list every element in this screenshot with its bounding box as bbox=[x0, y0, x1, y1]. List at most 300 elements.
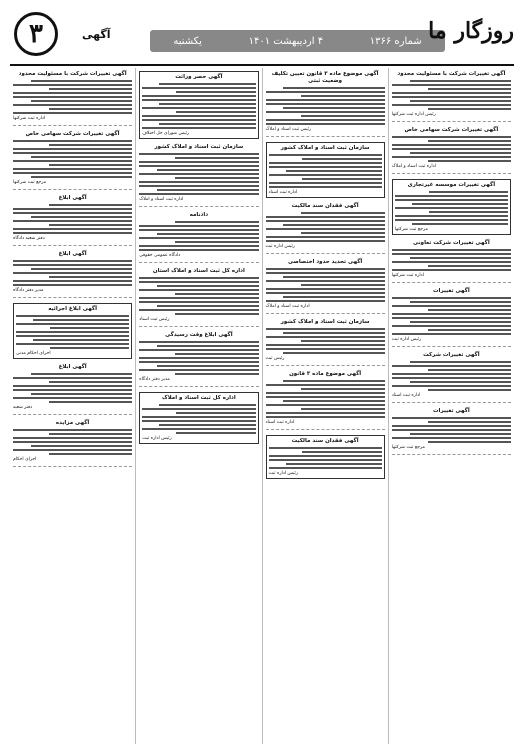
notice-text-line bbox=[139, 193, 258, 195]
notice-text-line bbox=[392, 417, 511, 419]
notice-text-line bbox=[157, 365, 258, 367]
notice-text-line bbox=[175, 293, 258, 295]
legal-notice bbox=[139, 212, 258, 263]
notice-text-line bbox=[266, 280, 385, 282]
notice-text-line bbox=[266, 348, 385, 350]
notice-text-line bbox=[13, 96, 132, 98]
notice-text-line bbox=[50, 347, 129, 349]
notice-text-line bbox=[392, 156, 511, 158]
notice-signature: دفتر شعبه bbox=[13, 405, 33, 410]
notice-text-line bbox=[176, 432, 255, 434]
legal-notice bbox=[139, 392, 258, 444]
notice-title: آگهی تغییرات bbox=[433, 288, 470, 294]
notice-text-line bbox=[283, 87, 384, 89]
notice-text-line bbox=[301, 388, 384, 390]
notice-text-line bbox=[412, 223, 508, 225]
notice-text-line bbox=[13, 389, 132, 391]
notice-text-line bbox=[395, 207, 508, 209]
notice-title: اداره کل ثبت اسناد و املاک استان bbox=[152, 268, 245, 274]
legal-notice bbox=[266, 71, 385, 137]
notice-text-line bbox=[13, 260, 132, 262]
notice-signature: مرجع ثبت شرکتها bbox=[13, 180, 47, 185]
notice-text-line bbox=[428, 329, 511, 331]
notice-text-line bbox=[302, 158, 381, 160]
notice-signature: اداره ثبت شرکتها bbox=[13, 116, 46, 121]
notice-text-line bbox=[16, 315, 129, 317]
notice-text-line bbox=[266, 288, 385, 290]
notice-text-line bbox=[392, 377, 511, 379]
notice-text-line bbox=[139, 349, 258, 351]
notice-text-line bbox=[392, 333, 511, 335]
notice-text-line bbox=[50, 327, 129, 329]
notice-signature: اجرای احکام مدنی bbox=[16, 351, 51, 356]
notice-text-line bbox=[392, 437, 511, 439]
legal-notice bbox=[266, 203, 385, 254]
notice-text-line bbox=[13, 208, 132, 210]
notice-text-line bbox=[269, 162, 382, 164]
notice-text-line bbox=[266, 412, 385, 414]
notice-text-line bbox=[429, 211, 508, 213]
notice-text-line bbox=[157, 305, 258, 307]
notice-signature: رئیس اداره ثبت شرکتها bbox=[391, 112, 436, 117]
notice-title: آگهی ابلاغ bbox=[58, 195, 87, 201]
notice-text-line bbox=[266, 220, 385, 222]
notice-text-line bbox=[175, 241, 258, 243]
legal-notice bbox=[266, 142, 385, 198]
notice-text-line bbox=[159, 404, 255, 406]
notice-text-line bbox=[392, 253, 511, 255]
notice-text-line bbox=[428, 309, 511, 311]
notice-text-line bbox=[175, 157, 258, 159]
notice-text-line bbox=[13, 140, 132, 142]
notice-text-line bbox=[139, 181, 258, 183]
notice-text-line bbox=[410, 381, 511, 383]
notice-text-line bbox=[139, 161, 258, 163]
legal-notice bbox=[13, 364, 132, 415]
notice-text-line bbox=[269, 447, 382, 449]
legal-notice bbox=[13, 420, 132, 467]
legal-notice bbox=[266, 259, 385, 314]
notice-signature: رئیس اداره ثبت bbox=[142, 436, 172, 441]
notice-title: آگهی حصر وراثت bbox=[175, 74, 223, 80]
notice-text-line bbox=[266, 103, 385, 105]
notice-text-line bbox=[283, 352, 384, 354]
legal-notice bbox=[13, 303, 132, 359]
notice-text-line bbox=[49, 433, 132, 435]
notice-text-line bbox=[392, 269, 511, 271]
notice-text-line bbox=[157, 189, 258, 191]
notice-text-line bbox=[286, 463, 382, 465]
notice-text-line bbox=[176, 111, 255, 113]
notice-text-line bbox=[429, 191, 508, 193]
notice-text-line bbox=[31, 100, 132, 102]
notice-text-line bbox=[49, 276, 132, 278]
notice-text-line bbox=[13, 385, 132, 387]
notice-text-line bbox=[392, 317, 511, 319]
notice-text-line bbox=[176, 412, 255, 414]
notice-text-line bbox=[139, 165, 258, 167]
notice-text-line bbox=[266, 416, 385, 418]
notice-text-line bbox=[266, 392, 385, 394]
notice-title: آگهی مزایده bbox=[55, 420, 90, 426]
issue-number: شماره ۱۳۶۶ bbox=[369, 35, 422, 47]
notice-text-line bbox=[428, 265, 511, 267]
notice-title: آگهی ابلاغ اجرائیه bbox=[48, 306, 98, 312]
notice-text-line bbox=[392, 92, 511, 94]
ad-column bbox=[10, 68, 135, 744]
notice-text-line bbox=[49, 401, 132, 403]
notice-text-line bbox=[139, 297, 258, 299]
notice-text-line bbox=[33, 339, 129, 341]
notice-text-line bbox=[395, 199, 508, 201]
legal-notice bbox=[266, 319, 385, 366]
notice-text-line bbox=[269, 459, 382, 461]
notice-text-line bbox=[13, 272, 132, 274]
notice-signature: اداره ثبت اسناد و املاک bbox=[391, 164, 436, 169]
notice-title: آگهی تغییرات bbox=[433, 408, 470, 414]
notice-text-line bbox=[266, 123, 385, 125]
legal-notice bbox=[139, 332, 258, 387]
notice-text-line bbox=[142, 87, 255, 89]
notice-text-line bbox=[301, 284, 384, 286]
notice-text-line bbox=[13, 92, 132, 94]
notice-text-line bbox=[139, 237, 258, 239]
notice-signature: دفتر شعبه دادگاه bbox=[13, 236, 45, 241]
ad-column bbox=[135, 68, 261, 744]
notice-text-line bbox=[13, 84, 132, 86]
notice-title: آگهی ابلاغ bbox=[58, 364, 87, 370]
notice-text-line bbox=[175, 353, 258, 355]
notice-text-line bbox=[266, 384, 385, 386]
notice-text-line bbox=[139, 341, 258, 343]
notice-text-line bbox=[392, 313, 511, 315]
notice-title: آگهی تغییرات شرکت bbox=[423, 352, 480, 358]
legal-notice bbox=[13, 131, 132, 190]
notice-text-line bbox=[392, 96, 511, 98]
notice-text-line bbox=[266, 119, 385, 121]
notice-text-line bbox=[301, 340, 384, 342]
notice-text-line bbox=[13, 228, 132, 230]
notice-text-line bbox=[139, 369, 258, 371]
notice-text-line bbox=[410, 361, 511, 363]
notice-text-line bbox=[16, 335, 129, 337]
notice-text-line bbox=[392, 136, 511, 138]
notice-signature: مرجع ثبت شرکتها bbox=[391, 445, 425, 450]
notice-text-line bbox=[428, 389, 511, 391]
notice-text-line bbox=[175, 313, 258, 315]
notice-text-line bbox=[13, 152, 132, 154]
notice-text-line bbox=[139, 281, 258, 283]
day-text: یکشنبه bbox=[173, 35, 202, 47]
notice-title: آگهی تغییرات شرکت سهامی خاص bbox=[404, 127, 499, 133]
notice-text-line bbox=[33, 319, 129, 321]
notice-signature: اجرای احکام bbox=[13, 457, 37, 462]
header-rule bbox=[10, 64, 514, 66]
notice-text-line bbox=[13, 112, 132, 114]
notice-text-line bbox=[392, 297, 511, 299]
notice-text-line bbox=[428, 160, 511, 162]
notice-text-line bbox=[283, 332, 384, 334]
notice-signature: رئیس اداره ثبت bbox=[391, 337, 422, 342]
notice-text-line bbox=[16, 343, 129, 345]
notice-text-line bbox=[266, 99, 385, 101]
notice-text-line bbox=[31, 268, 132, 270]
notice-text-line bbox=[157, 233, 258, 235]
notice-text-line bbox=[31, 80, 132, 82]
legal-notice bbox=[266, 371, 385, 430]
notice-text-line bbox=[159, 424, 255, 426]
masthead bbox=[10, 10, 514, 62]
legal-notice bbox=[392, 288, 511, 347]
notice-text-line bbox=[13, 172, 132, 174]
notice-text-line bbox=[31, 216, 132, 218]
notice-text-line bbox=[410, 301, 511, 303]
notice-title: دادنامه bbox=[189, 212, 209, 218]
notice-text-line bbox=[266, 272, 385, 274]
notice-text-line bbox=[31, 393, 132, 395]
notice-text-line bbox=[13, 212, 132, 214]
legal-notice bbox=[13, 251, 132, 298]
notice-title: آگهی تحدید حدود اختصاصی bbox=[287, 259, 363, 265]
ad-column bbox=[262, 68, 388, 744]
notice-text-line bbox=[266, 344, 385, 346]
notice-text-line bbox=[392, 385, 511, 387]
notice-text-line bbox=[139, 225, 258, 227]
notice-signature: رئیس ثبت bbox=[265, 356, 285, 361]
notice-text-line bbox=[13, 264, 132, 266]
notice-signature: رئیس اداره ثبت bbox=[265, 244, 295, 249]
notice-text-line bbox=[13, 232, 132, 234]
notice-signature: مدیر دفتر دادگاه bbox=[139, 377, 170, 382]
notice-signature: مدیر دفتر دادگاه bbox=[13, 288, 44, 293]
notice-text-line bbox=[266, 292, 385, 294]
notice-text-line bbox=[392, 429, 511, 431]
notice-text-line bbox=[392, 84, 511, 86]
notice-title: آگهی تغییرات شرکت با مسئولیت محدود bbox=[18, 71, 127, 77]
notice-text-line bbox=[392, 305, 511, 307]
notice-text-line bbox=[142, 420, 255, 422]
notice-text-line bbox=[266, 328, 385, 330]
notice-text-line bbox=[412, 203, 508, 205]
notice-text-line bbox=[410, 321, 511, 323]
notice-text-line bbox=[395, 195, 508, 197]
legal-notice bbox=[139, 268, 258, 327]
notice-text-line bbox=[428, 369, 511, 371]
notice-text-line bbox=[13, 449, 132, 451]
notice-text-line bbox=[301, 232, 384, 234]
notice-signature: اداره ثبت شرکتها bbox=[391, 273, 424, 278]
notice-text-line bbox=[142, 408, 255, 410]
notice-title: آگهی تغییرات شرکت تعاونی bbox=[413, 240, 490, 246]
notice-title: آگهی موضوع ماده ۳ قانون تعیین تکلیف وضعیت ثبتی bbox=[271, 71, 379, 84]
notice-text-line bbox=[139, 185, 258, 187]
notice-text-line bbox=[269, 166, 382, 168]
notice-text-line bbox=[139, 229, 258, 231]
notice-text-line bbox=[269, 467, 382, 469]
notice-text-line bbox=[392, 325, 511, 327]
notice-text-line bbox=[283, 107, 384, 109]
notice-text-line bbox=[266, 236, 385, 238]
notice-text-line bbox=[410, 100, 511, 102]
notice-text-line bbox=[13, 441, 132, 443]
notice-text-line bbox=[142, 428, 255, 430]
notice-text-line bbox=[49, 144, 132, 146]
notice-text-line bbox=[283, 380, 384, 382]
notice-text-line bbox=[142, 416, 255, 418]
notice-text-line bbox=[13, 168, 132, 170]
notice-text-line bbox=[410, 257, 511, 259]
notice-signature: رئیس ثبت اسناد و املاک bbox=[265, 127, 312, 132]
notice-text-line bbox=[139, 173, 258, 175]
notice-signature: رئیس ثبت اسناد bbox=[139, 317, 170, 322]
notice-title: آگهی موضوع ماده ۳ قانون bbox=[289, 371, 362, 377]
notice-text-line bbox=[269, 182, 382, 184]
notice-text-line bbox=[410, 152, 511, 154]
notice-text-line bbox=[49, 164, 132, 166]
legal-notice bbox=[13, 195, 132, 246]
notice-text-line bbox=[266, 268, 385, 270]
notice-text-line bbox=[392, 249, 511, 251]
notice-text-line bbox=[266, 396, 385, 398]
notice-text-line bbox=[428, 421, 511, 423]
notice-text-line bbox=[139, 301, 258, 303]
legal-notice bbox=[392, 71, 511, 122]
notice-signature: رئیس شورای حل اختلاف bbox=[142, 131, 190, 136]
notice-text-line bbox=[139, 289, 258, 291]
ad-column bbox=[388, 68, 514, 744]
notice-text-line bbox=[13, 160, 132, 162]
notice-text-line bbox=[31, 373, 132, 375]
notice-title: اداره کل ثبت اسناد و املاک bbox=[161, 395, 236, 401]
legal-notice bbox=[392, 408, 511, 455]
notice-text-line bbox=[13, 284, 132, 286]
notice-text-line bbox=[269, 174, 382, 176]
notice-text-line bbox=[157, 345, 258, 347]
notice-text-line bbox=[142, 99, 255, 101]
notice-text-line bbox=[142, 115, 255, 117]
section-label: آگهی bbox=[82, 28, 111, 41]
notice-text-line bbox=[301, 212, 384, 214]
notice-signature: رئیس اداره ثبت bbox=[268, 471, 298, 476]
notice-text-line bbox=[139, 153, 258, 155]
notice-text-line bbox=[410, 80, 511, 82]
notice-text-line bbox=[283, 296, 384, 298]
notice-text-line bbox=[392, 425, 511, 427]
notice-signature: اداره ثبت اسناد و املاک bbox=[139, 197, 184, 202]
notice-text-line bbox=[49, 224, 132, 226]
notice-text-line bbox=[13, 397, 132, 399]
notice-text-line bbox=[175, 373, 258, 375]
notice-text-line bbox=[159, 103, 255, 105]
notice-text-line bbox=[392, 104, 511, 106]
notice-text-line bbox=[139, 277, 258, 279]
notice-text-line bbox=[301, 95, 384, 97]
notice-text-line bbox=[49, 453, 132, 455]
notice-text-line bbox=[266, 300, 385, 302]
notice-text-line bbox=[159, 123, 255, 125]
notice-text-line bbox=[142, 107, 255, 109]
notice-text-line bbox=[266, 91, 385, 93]
notice-text-line bbox=[139, 361, 258, 363]
notice-text-line bbox=[283, 224, 384, 226]
notice-text-line bbox=[392, 365, 511, 367]
notice-title: آگهی تغییرات شرکت سهامی خاص bbox=[25, 131, 120, 137]
notice-text-line bbox=[139, 249, 258, 251]
notice-text-line bbox=[157, 285, 258, 287]
notice-text-line bbox=[16, 323, 129, 325]
notice-signature: مرجع ثبت شرکتها bbox=[394, 227, 428, 232]
notice-text-line bbox=[283, 400, 384, 402]
notice-text-line bbox=[49, 204, 132, 206]
newspaper-logo: روزگار ما bbox=[428, 18, 514, 44]
legal-notice bbox=[13, 71, 132, 126]
notice-text-line bbox=[428, 140, 511, 142]
notice-text-line bbox=[49, 88, 132, 90]
notice-text-line bbox=[31, 445, 132, 447]
legal-notice bbox=[392, 352, 511, 403]
notice-text-line bbox=[142, 95, 255, 97]
notice-text-line bbox=[286, 170, 382, 172]
notice-text-line bbox=[428, 108, 511, 110]
notice-text-line bbox=[392, 144, 511, 146]
page-number-badge: ۳ bbox=[14, 12, 58, 56]
notice-text-line bbox=[266, 240, 385, 242]
notice-text-line bbox=[395, 219, 508, 221]
notice-signature: دادگاه عمومی حقوقی bbox=[139, 253, 181, 258]
notice-text-line bbox=[266, 216, 385, 218]
ad-columns bbox=[10, 68, 514, 744]
date-text: ۴ اردیبهشت ۱۴۰۱ bbox=[248, 35, 324, 47]
notice-signature: اداره ثبت اسناد bbox=[268, 190, 298, 195]
notice-title: سازمان ثبت اسناد و املاک کشور bbox=[154, 144, 244, 150]
notice-signature: اداره ثبت اسناد bbox=[265, 420, 295, 425]
notice-signature: اداره ثبت اسناد و املاک bbox=[265, 304, 310, 309]
notice-text-line bbox=[31, 176, 132, 178]
notice-text-line bbox=[142, 127, 255, 129]
notice-text-line bbox=[428, 88, 511, 90]
notice-text-line bbox=[266, 336, 385, 338]
notice-text-line bbox=[16, 331, 129, 333]
notice-text-line bbox=[266, 404, 385, 406]
notice-text-line bbox=[139, 309, 258, 311]
notice-title: سازمان ثبت اسناد و املاک کشور bbox=[280, 319, 370, 325]
notice-title: آگهی تغییرات شرکت با مسئولیت محدود bbox=[397, 71, 506, 77]
notice-text-line bbox=[175, 177, 258, 179]
notice-text-line bbox=[13, 429, 132, 431]
notice-text-line bbox=[283, 276, 384, 278]
notice-text-line bbox=[13, 437, 132, 439]
notice-text-line bbox=[266, 111, 385, 113]
notice-text-line bbox=[392, 261, 511, 263]
notice-text-line bbox=[301, 408, 384, 410]
notice-title: آگهی ابلاغ وقت رسیدگی bbox=[165, 332, 233, 338]
legal-notice bbox=[139, 71, 258, 139]
legal-notice bbox=[392, 240, 511, 283]
notice-text-line bbox=[410, 433, 511, 435]
notice-text-line bbox=[157, 169, 258, 171]
notice-text-line bbox=[392, 148, 511, 150]
legal-notice bbox=[392, 127, 511, 174]
notice-text-line bbox=[269, 186, 382, 188]
notice-text-line bbox=[266, 228, 385, 230]
legal-notice bbox=[139, 144, 258, 207]
notice-text-line bbox=[395, 215, 508, 217]
notice-title: آگهی تغییرات موسسه غیرتجاری bbox=[407, 182, 496, 188]
notice-text-line bbox=[139, 357, 258, 359]
legal-notice bbox=[392, 179, 511, 235]
notice-title: سازمان ثبت اسناد و املاک کشور bbox=[280, 145, 370, 151]
notice-text-line bbox=[139, 245, 258, 247]
